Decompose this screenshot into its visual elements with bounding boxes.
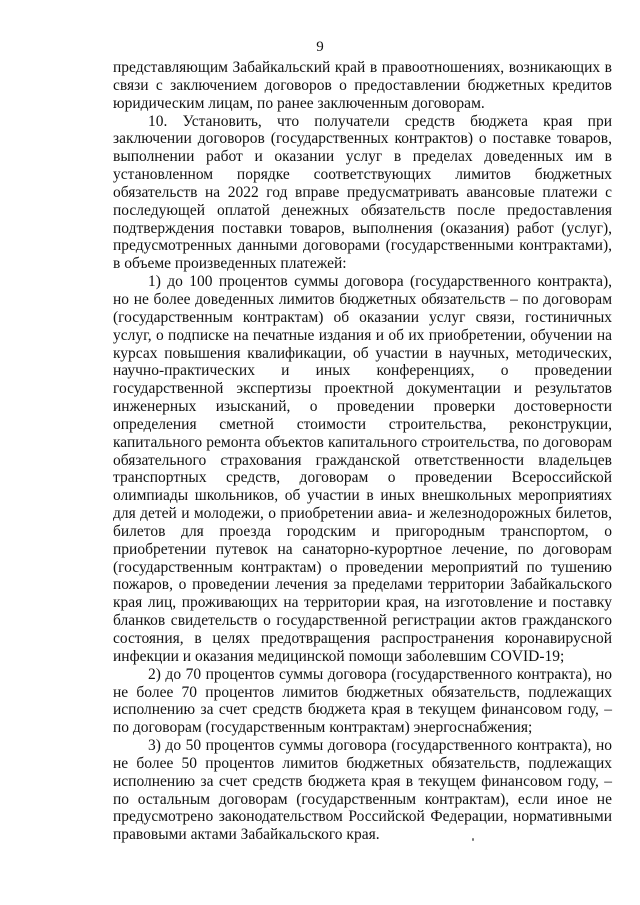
document-body	[113, 59, 612, 844]
paragraph-subitem-2: 2) до 70 процентов суммы договора (государственного контракта), но не более 70 процентов лимитов бюджетных обязательств, подлежащих исполнению за счет средств бюджета края в текущем финансовом году, – по договорам (государственным контрактам) энергоснабжения;	[113, 665, 612, 737]
scan-speck	[472, 838, 474, 841]
page-number: 9	[316, 39, 324, 55]
paragraph-continuation: представляющим Забайкальский край в правоотношениях, возникающих в связи с заключением договоров о предоставлении бюджетных кредитов юридическим лицам, по ранее заключенным договорам.	[113, 59, 612, 112]
paragraph-subitem-3: 3) до 50 процентов суммы договора (государственного контракта), но не более 50 процентов лимитов бюджетных обязательств, подлежащих исполнению за счет средств бюджета края в текущем финансовом году, – по остальным договорам (государственным контрактам), если иное не предусмотрено законодательством Российской Федерации, нормативными правовыми актами Забайкальского края.	[113, 737, 612, 844]
paragraph-item-10: 10. Установить, что получатели средств бюджета края при заключении договоров (государственных контрактов) о поставке товаров, выполнении работ и оказании услуг в пределах доведенных им в установленном порядке соответствующих лимитов бюджетных обязательств на 2022 год вправе предусматривать авансовые платежи с последующей оплатой денежных обязательств после предоставления подтверждения поставки товаров, выполнения (оказания) работ (услуг), предусмотренных данными договорами (государственными контрактами), в объеме произведенных платежей:	[113, 112, 612, 273]
paragraph-subitem-1: 1) до 100 процентов суммы договора (государственного контракта), но не более доведенных лимитов бюджетных обязательств – по договорам (государственным контрактам) об оказании услуг связи, гостиничных услуг, о подписке на печатные издания и об их приобретении, обучении на курсах повышения квалификации, об участии в научных, методических, научно-практических и иных конференциях, о проведении государственной экспертизы проектной документации и результатов инженерных изысканий, о проведении проверки достоверности определения сметной стоимости строительства, реконструкции, капитального ремонта объектов капитального строительства, по договорам обязательного страхования гражданской ответственности владельцев транспортных средств, договорам о проведении Всероссийской олимпиады школьников, об участии в иных внешкольных мероприятиях для детей и молодежи, о приобретении авиа- и железнодорожных билетов, билетов для проезда городским и пригородным транспортом, о приобретении путевок на санаторно-курортное лечение, по договорам (государственным контрактам) о проведении мероприятий по тушению пожаров, о проведении лечения за пределами территории Забайкальского края лиц, проживающих на территории края, на изготовление и поставку бланков свидетельств о государственной регистрации актов гражданского состояния, в целях предотвращения распространения коронавирусной инфекции и оказания медицинской помощи заболевшим COVID-19;	[113, 273, 612, 665]
